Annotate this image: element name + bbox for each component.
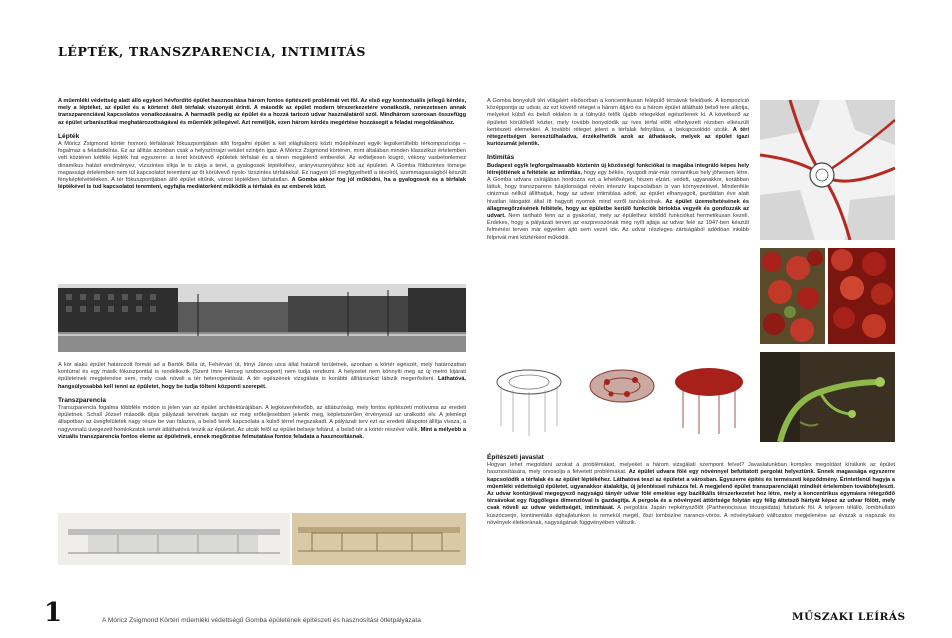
- proposal-section: [487, 448, 895, 532]
- section-label: MŰSZAKI LEÍRÁS: [792, 611, 906, 623]
- historic-plan-drawing: [292, 513, 466, 565]
- middle-column-top: [487, 98, 749, 247]
- intimitas-text: hogy egy békés, nyugodt már-már romantikus hely jöhessen létre. A Gomba udvara csírájában hordozza ezt a lehetőséget, hiszen elzárt, védett, ugyanakkor, korábban láttuk, hogy transzparens tulajdonságai révén intenzív kapcsolatban is van környezetével. Mindenféle cinizmus nélkül állíthatjuk, hogy az udvar intimitása adott, az épület elhanyagolt, gazdátlan éve alatt hivatlan látogatói által ítt hagyott nyomok mind ezről tanúskodnak.: [487, 169, 749, 205]
- proposal-bold: Az épület udvara fölé egy növénnyel befuttatott pergolát helyeztünk. Ennek magassága egyszerre kapcsolódik a térfalak és az épület léptékéhez. Láthatóvá teszi az épületet a városban. Egyszerre építés és természeti képződmény. Érintetlenül hagyja a műemléki védettségű épületet, ugyanakkor átalakítja, új jelentéssel ruházza fel. A megjelenő épület transzparenciáját mindkét értelemben továbbfejleszti. Az udvar kontúrjával megegyező nagyságú tányér udvar fölé emelése egy bazilikális térszerkezetet hoz létre, mely a koncentrikus egymásra rétegződő térsávokat egy függőleges dimenzióval is gazdagítja. A pergola és a növényzet áttörtsége folytán egy félig áttetsző hártyát képez az udvar fölött, mely csak növeli az udvar védettségét, intimitását.: [487, 469, 895, 512]
- transzparencia-paragraph: [58, 405, 466, 441]
- layers-paragraph: [487, 98, 749, 148]
- leptek-paragraph: [58, 141, 466, 191]
- heading-leptek: Lépték: [58, 132, 80, 140]
- vine-tendril-photo: [760, 352, 895, 442]
- page-number: 1: [44, 598, 63, 628]
- transzparencia-text: Transzparencia fogalma többféle módon is jelen van az épület architektúrájában. A legkézenfekvőbb, az átlátszóság, mely fontos építészeti motívuma az eredeti épületnek. Schall József második díjas pályázati tervének tanjain ez még erőteljesebben jelenik meg, képletszerűen érvényesül az uralkodó elv. A jelenlegi állapotban az üvegfelületek nagy része be van falazva, a belső terek kapcsolata a külső térrel megszakadt. A pályázati terv ezt az eredeti állapotot állítja vissza, a nagyvonalú üvegezett homlokzatok ismét átláthatóvá teszik az épületet. Az utcák felől az épület belseje feltárul, a belső tér a körtér részévé válik.: [58, 405, 466, 433]
- circle-bold: Láthatóvá, hangsúlyosabbá kell tenni az épületet, hogy be tudja tölteni központi szerepét.: [58, 376, 466, 390]
- circle-paragraph: [58, 362, 466, 391]
- vine-tendril-drawing: [760, 352, 895, 442]
- transzparencia-bold: Mint a mélyebb a vizuális transzparencia fontos eleme az épületnek, ennek megőrzése felmutatása fontos feladata a hasznosításnak.: [58, 426, 466, 440]
- pergola-sketch-row: [487, 352, 757, 442]
- site-plan-drawing: [760, 100, 895, 240]
- ivy-photo-1: [760, 248, 825, 344]
- ivy-texture-2: [828, 248, 895, 344]
- street-panorama-photo: [58, 284, 466, 352]
- proposal-text: Hogyan lehet megoldani azokat a problémákat, melyeket a három vizsgálati szempont felvet? Javaslatunkban komplex megoldást kínálunk az épület hasznosítására, mely orvosolja a felvetett problémákat.: [487, 462, 895, 476]
- heading-javaslat: Építészeti javaslat: [487, 454, 544, 461]
- site-plan-map: [760, 100, 895, 240]
- proposal-paragraph: [487, 462, 895, 527]
- street-panorama-drawing: [58, 284, 466, 352]
- left-column-bottom: [58, 362, 466, 446]
- layers-bold: A téri rétegzettségen keresztülhaladva, érzékelhetők azok az áthatások, melyek az épület igazi kuriózumát jelentik.: [487, 126, 749, 148]
- proposal-text-2: A pergolára Japán repkényszőlőt (Parthenocissus tricuspidata) futtatunk föl. A teljesen télálló, lombhullató kúszócserje, kontinentális éghajlatunkon is remekül megél, őszi lombszíne narancs-vörös. A növénytakaró változatos megjelenése az évszak a napszak és növények életkorának, nagyságának függvényében változik.: [487, 505, 895, 526]
- leptek-text: A Móricz Zsigmond körtér homorú térfalának fókuszpontjában álló forgalmi épület a két világháború közti műépítészet egyik legsikerültebb térkompozíciója – fogalmaz a feladatkiírás. Ez az állítás azonban csak a helyszínrajzi vetület szintjén igaz. A Móricz Zsigmond körtéren, mint általában minden klasszikus értelemben vett köztéren kétféle lépték hat egyszerre: a teret körülvevő épületek térfalaé és a téren megjelenő emberéké. Az erőteljesen kiugró, vékony vasbetonlemez dinamikus hatást eredményez, vízszintes síkja le is zárja a teret, a gyalogosok léptékéhez, arányviszonyához köti az épületet. A Gomba földszintes tömege magassági értelemben nem túl kapcsolatot teremteni az őt körülvevő nyolc- tizszintes térfalakkal. Ez nagyon jól megfigyelhető a távolról, szemmagasságból készült fényképfelvételeken. A tér fókuszpontjában álló épület eltűnik, városi léptékben láthatatlan.: [58, 141, 466, 184]
- heading-intimitas: Intimitás: [487, 154, 515, 162]
- heading-transzparencia: Transzparencia: [58, 396, 107, 404]
- facade-drawing: [58, 513, 290, 565]
- intimitas-text-2: Nem tartható fenn az a gyakorlat, mely az épülethez kötődő funkciókat hermetikusan kezeli. Érdekes, hogy a pályázati terven az eszpresszónak még nyílt ajtaja az udvar felé az 1947-ben készült felmérési terven már egyetlen ajtó sem vezet ide. Az udvar részleges zártságából adódóan inkább félprivát mint köztérként működik.: [487, 213, 749, 241]
- intimitas-paragraph: [487, 163, 749, 242]
- intimitas-lead: Budapest egyik legforgalmasabb közterén új közösségi funkciókat is magába integráló képes hely létrejöttének a feltétele az intimitás,: [487, 162, 749, 176]
- intimitas-bold: Az épület üzemeltetésének és állagmegőrzésének feltétele, hogy az épületbe kerülő funkciók birtokba vegyék és gondozzák az udvart.: [487, 198, 750, 220]
- page-title: LÉPTÉK, TRANSZPARENCIA, INTIMITÁS: [58, 44, 367, 59]
- footer-caption: A Móricz Zsigmond Körtéri műemléki védettségű Gomba épületének építészeti és hasznosítási ötletpályázata: [102, 617, 421, 624]
- ivy-texture-1: [760, 248, 825, 344]
- facade-sketch: [58, 513, 290, 565]
- left-column-top: [58, 98, 466, 196]
- leptek-bold: A Gomba akkor fog jól működni, ha a gyalogosok és a térfalak léptékével is tud kapcsolatot teremteni, egyfajta mediátorként működik a térfalak és az emberek közt.: [58, 177, 466, 191]
- historic-plan-sketch: [292, 513, 466, 565]
- intro-paragraph: A műemléki védettség alatt álló egykori hévfordító épület hasznosítása három fontos építészeti problémát vet föl. Az első egy kontextuális jellegű kérdés, mely a léptéket, az épület és a körteret öleli térfalak viszonyát érinti. A második az épület modern térszerkezetére vonatkozik, nevezetesen annak transzparenciával kapcsolatos vonatkozásaira. A harmadik pedig az épület és a hozzá tartozó udvar használatáról szól. Mindhárom szorosan összefügg az épület urbanisztikai meghatározottságával és műemlék jellegével. Azt reméljük, ezen három kérdés megértése hozzásegít a feladat megoldásához.: [58, 98, 466, 126]
- pergola-sketches: [487, 352, 757, 442]
- circle-text: A kör alakú épület határozott formát ad a Bartók Béla út, Fehérvári út, Irinyi János utca által határolt területnek, azonban a körtér egészét, mely határozattan kontúrral és egy másik fókuszponttal is rendelkezik (Szent Imre Herceg szoborcsoport) nem tudja rendezni. A helyzetet nem könnyíti meg az új metró kijárati épületeinek megjelenése sem, mely csak növeli a tér heterogenitását. A tér egészének vizsgálata is korábbi állításunkat látszik megerősíteni.: [58, 362, 466, 383]
- layers-text: A Gomba bonyolult téri világáért elsősorban a koncentrikusan felépülő térsávok felelősek. A kompozíció középpontja az udvar, az ezt követő réteget a három átjáró és a három épület átlátható belső tere alkotja, melyeket külső és belső oldalon is a túlnyúló tetők újabb rétegekkel egészítenek ki. A következő az épületet körülölelő közter, mely tovább bonyolódik az íves térfal előtt elhelyezett rézsben elkészült kertészeti elemekkel. A további réteget jelent a térfalak felnyílása, a bekapcsolódó utcák.: [487, 98, 749, 133]
- ivy-photo-2: [828, 248, 895, 344]
